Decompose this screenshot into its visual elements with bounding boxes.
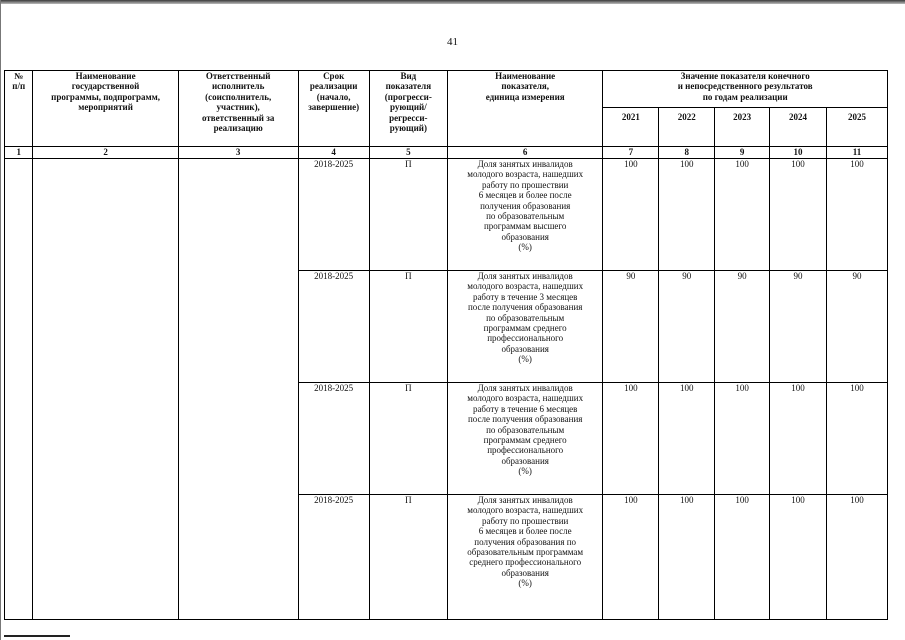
header-year-2022: 2022: [659, 108, 715, 147]
program-name-cell: [33, 159, 178, 620]
column-number: 4: [298, 147, 369, 159]
indicator-kind-cell: П: [369, 159, 447, 271]
table-body: [5, 71, 888, 620]
header-year-2021: 2021: [603, 108, 659, 147]
table-row: [5, 159, 888, 271]
header-values-group: Значение показателя конечного и непосредственного результатов по годам реализации: [603, 71, 888, 108]
value-2024: 90: [770, 271, 827, 383]
value-2025: 100: [826, 159, 887, 271]
header-year-2024: 2024: [770, 108, 827, 147]
period-cell: 2018-2025: [298, 383, 369, 495]
value-2023: 100: [715, 159, 770, 271]
header-period: Срок реализации (начало, завершение): [298, 71, 369, 147]
header-indicator-name: Наименование показателя, единица измерения: [447, 71, 602, 147]
indicator-kind-cell: П: [369, 271, 447, 383]
value-2021: 90: [603, 271, 659, 383]
indicator-kind-cell: П: [369, 495, 447, 620]
indicator-name-cell: Доля занятых инвалидов молодого возраста, нашедших работу в течение 3 месяцев после получения образования по образовательным программам среднего профессионального образования (%): [447, 271, 602, 383]
row-number-cell: [5, 159, 33, 620]
column-number: 3: [178, 147, 298, 159]
period-cell: 2018-2025: [298, 271, 369, 383]
value-2024: 100: [770, 383, 827, 495]
value-2023: 100: [715, 383, 770, 495]
value-2023: 90: [715, 271, 770, 383]
column-number: 5: [369, 147, 447, 159]
column-number: 8: [659, 147, 715, 159]
scan-bottom-mark: [4, 635, 70, 637]
value-2024: 100: [770, 495, 827, 620]
value-2022: 100: [659, 495, 715, 620]
responsible-cell: [178, 159, 298, 620]
scan-edge-top: [0, 0, 905, 4]
column-number: 1: [5, 147, 33, 159]
value-2024: 100: [770, 159, 827, 271]
column-number: 9: [715, 147, 770, 159]
indicator-table: [4, 70, 888, 620]
value-2025: 90: [826, 271, 887, 383]
column-number-row: [5, 147, 888, 159]
column-number: 10: [770, 147, 827, 159]
indicator-name-cell: Доля занятых инвалидов молодого возраста, нашедших работу по прошествии 6 месяцев и более после получения образования по образовательным программам высшего образования (%): [447, 159, 602, 271]
header-responsible: Ответственный исполнитель (соисполнитель, участник), ответственный за реализацию: [178, 71, 298, 147]
indicator-name-cell: Доля занятых инвалидов молодого возраста, нашедших работу по прошествии 6 месяцев и более после получения образования по образовательным программам среднего профессионального образования (%): [447, 495, 602, 620]
value-2022: 100: [659, 159, 715, 271]
page-number: 41: [447, 36, 458, 48]
header-program-name: Наименование государственной программы, подпрограмм, мероприятий: [33, 71, 178, 147]
value-2022: 100: [659, 383, 715, 495]
header-number: № п/п: [5, 71, 33, 147]
header-year-2023: 2023: [715, 108, 770, 147]
header-row-1: [5, 71, 888, 108]
header-year-2025: 2025: [826, 108, 887, 147]
value-2021: 100: [603, 383, 659, 495]
value-2022: 90: [659, 271, 715, 383]
value-2023: 100: [715, 495, 770, 620]
header-indicator-kind: Вид показателя (прогресси- рующий/ регресси- рующий): [369, 71, 447, 147]
column-number: 7: [603, 147, 659, 159]
value-2025: 100: [826, 383, 887, 495]
period-cell: 2018-2025: [298, 159, 369, 271]
column-number: 2: [33, 147, 178, 159]
column-number: 6: [447, 147, 602, 159]
period-cell: 2018-2025: [298, 495, 369, 620]
column-number: 11: [826, 147, 887, 159]
indicator-name-cell: Доля занятых инвалидов молодого возраста, нашедших работу в течение 6 месяцев после получения образования по образовательным программам среднего профессионального образования (%): [447, 383, 602, 495]
scan-edge-left: [0, 0, 1, 640]
value-2021: 100: [603, 159, 659, 271]
indicator-kind-cell: П: [369, 383, 447, 495]
value-2025: 100: [826, 495, 887, 620]
value-2021: 100: [603, 495, 659, 620]
